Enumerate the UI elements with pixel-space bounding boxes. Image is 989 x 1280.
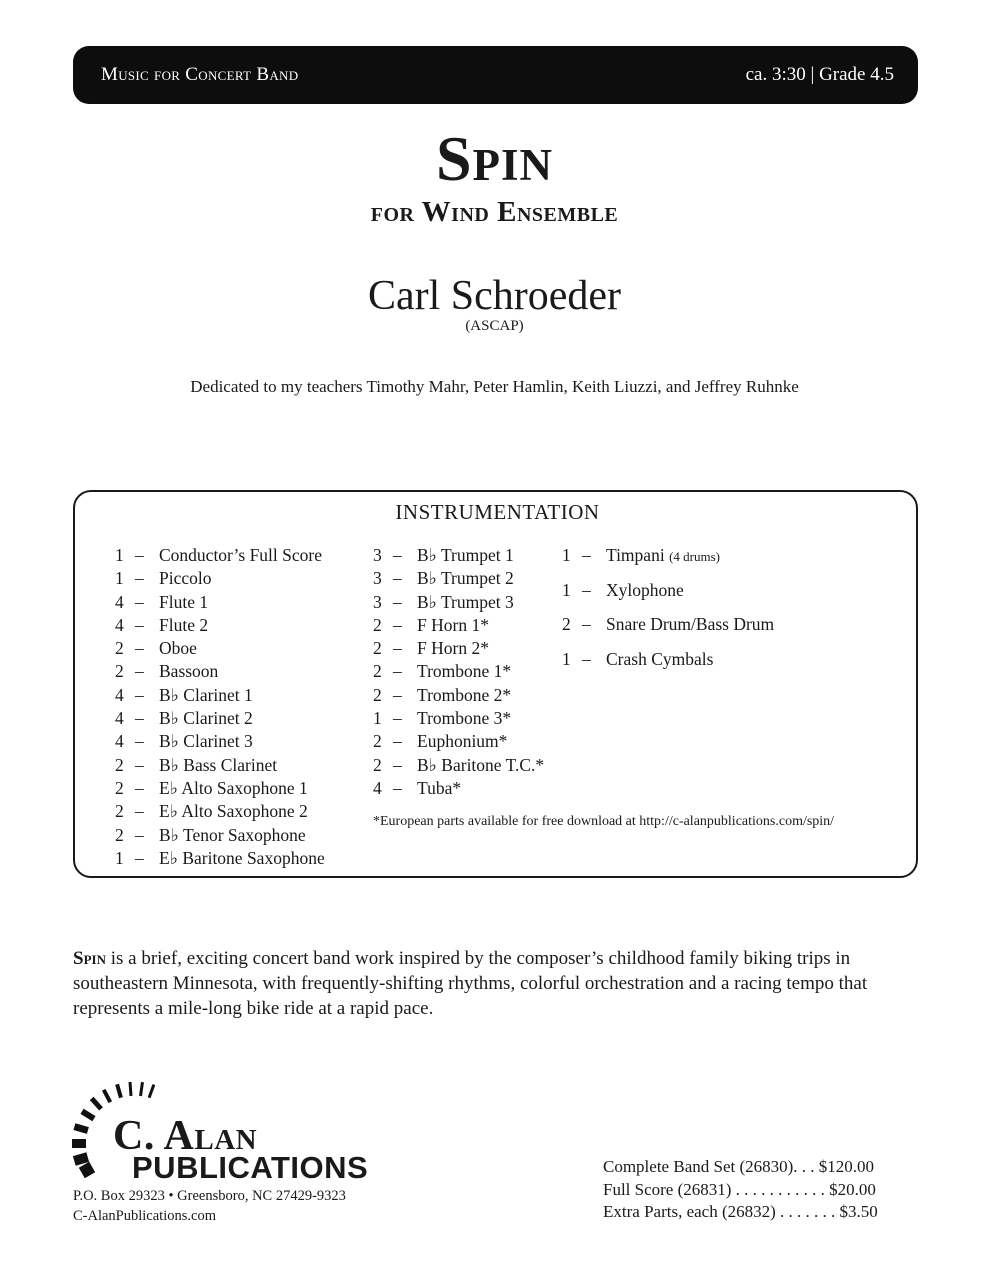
instrumentation-column-3 <box>562 544 774 682</box>
instrument-dash: – <box>582 614 591 634</box>
publisher-address: P.O. Box 29323 • Greensboro, NC 27429-9323 <box>73 1188 346 1204</box>
instrument-row <box>115 754 325 777</box>
instrument-dash: – <box>393 754 402 775</box>
instrument-count: 2 <box>562 614 571 634</box>
instrument-name: Piccolo <box>159 568 212 589</box>
instrument-dash: – <box>393 568 402 589</box>
instrument-row <box>115 847 325 870</box>
instrument-row <box>115 707 325 730</box>
instrument-note: (4 drums) <box>669 549 720 564</box>
work-description <box>73 946 923 1021</box>
instrument-name: E♭ Alto Saxophone 1 <box>159 777 308 798</box>
instrument-dash: – <box>393 638 402 659</box>
instrument-row <box>115 800 325 823</box>
instrument-count: 2 <box>373 731 382 752</box>
instrument-count: 1 <box>115 568 124 589</box>
instrument-name: Oboe <box>159 638 197 659</box>
instrument-dash: – <box>135 847 144 868</box>
instrument-count: 1 <box>115 847 124 868</box>
instrumentation-box <box>73 490 918 878</box>
instrument-row <box>562 613 774 648</box>
instrument-name: Flute 2 <box>159 614 209 635</box>
instrument-count: 1 <box>115 545 124 565</box>
price-full-score: Full Score (26831) . . . . . . . . . . . $20.00 <box>603 1179 876 1199</box>
instrument-row <box>373 567 544 590</box>
composer-name: Carl Schroeder <box>367 273 622 319</box>
instrument-row <box>562 544 774 579</box>
instrument-row <box>115 544 325 567</box>
duration-grade: ca. 3:30 | Grade 4.5 <box>745 64 894 85</box>
instrument-name: B♭ Trumpet 1 <box>417 545 514 565</box>
instrumentation-column-1 <box>115 544 325 870</box>
price-list <box>603 1156 878 1224</box>
instrument-count: 2 <box>373 614 382 635</box>
instrument-count: 2 <box>115 777 124 798</box>
instrument-count: 2 <box>115 801 124 822</box>
instrument-dash: – <box>135 661 144 682</box>
instrument-name: Flute 1 <box>159 591 209 612</box>
instrument-row <box>115 591 325 614</box>
instrument-dash: – <box>393 708 402 729</box>
instrument-name: Conductor’s Full Score <box>159 545 323 565</box>
series-label: Music for Concert Band <box>101 64 299 85</box>
instrument-row <box>115 684 325 707</box>
instrument-name: Xylophone <box>606 579 684 600</box>
instrument-count: 1 <box>373 708 382 729</box>
instrument-count: 4 <box>115 614 124 635</box>
instrument-row <box>373 754 544 777</box>
instrument-dash: – <box>135 684 144 705</box>
page-title: Spin <box>435 123 554 194</box>
instrument-dash: – <box>135 777 144 798</box>
instrument-name: B♭ Clarinet 1 <box>159 684 253 705</box>
instrument-dash: – <box>135 545 144 565</box>
publisher-name: C. Alan <box>113 1113 258 1159</box>
instrument-count: 4 <box>115 731 124 752</box>
instrument-name: B♭ Clarinet 3 <box>159 731 253 752</box>
instrument-count: 2 <box>115 661 124 682</box>
instrument-dash: – <box>135 801 144 822</box>
publisher-website: C-AlanPublications.com <box>73 1208 216 1224</box>
instrument-row <box>373 660 544 683</box>
instrument-row <box>373 591 544 614</box>
price-complete-set: Complete Band Set (26830). . . $120.00 <box>603 1157 875 1176</box>
instrument-row <box>115 637 325 660</box>
instrument-row <box>115 567 325 590</box>
instrument-dash: – <box>393 731 402 752</box>
instrument-count: 3 <box>373 568 382 589</box>
instrument-dash: – <box>582 579 591 600</box>
instrument-count: 1 <box>562 648 571 669</box>
instrument-name: B♭ Tenor Saxophone <box>159 824 306 845</box>
instrument-count: 3 <box>373 591 382 612</box>
european-parts-footnote: *European parts available for free download at http://c-alanpublications.com/spin/ <box>373 814 835 829</box>
header-banner <box>73 46 918 104</box>
instrument-dash: – <box>393 661 402 682</box>
instrument-dash: – <box>135 591 144 612</box>
description-text: is a brief, exciting concert band work inspired by the composer’s childhood family biking trips in southeastern Minnesota, with frequently-shifting rhythms, colorful orchestration and a racing tempo that represents a mile-long bike ride at a rapid pace. <box>73 948 868 1019</box>
instrument-dash: – <box>135 708 144 729</box>
instrument-count: 4 <box>115 708 124 729</box>
instrument-count: 2 <box>115 824 124 845</box>
instrument-row <box>373 544 544 567</box>
instrument-name: B♭ Trumpet 2 <box>417 568 514 589</box>
instrument-count: 2 <box>373 754 382 775</box>
instrument-name: Euphonium* <box>417 731 508 752</box>
instrument-name: Bassoon <box>159 661 219 682</box>
page-subtitle: for Wind Ensemble <box>370 196 619 228</box>
instrument-name: B♭ Bass Clarinet <box>159 754 278 775</box>
instrument-row <box>115 777 325 800</box>
instrument-row <box>373 614 544 637</box>
instrument-row <box>115 730 325 753</box>
instrument-count: 4 <box>373 777 382 798</box>
instrument-dash: – <box>135 614 144 635</box>
instrument-count: 2 <box>115 638 124 659</box>
instrument-name: B♭ Baritone T.C.* <box>417 754 545 775</box>
instrument-count: 4 <box>115 684 124 705</box>
instrument-name: Trombone 3* <box>417 708 512 729</box>
instrument-dash: – <box>393 684 402 705</box>
description-title: Spin <box>73 948 106 969</box>
instrument-name: E♭ Baritone Saxophone <box>159 847 325 868</box>
instrument-name: B♭ Clarinet 2 <box>159 708 253 729</box>
dedication: Dedicated to my teachers Timothy Mahr, Peter Hamlin, Keith Liuzzi, and Jeffrey Ruhnke <box>190 377 799 396</box>
instrument-dash: – <box>393 614 402 635</box>
instrument-row <box>373 707 544 730</box>
instrument-row <box>373 637 544 660</box>
publisher-name-2: PUBLICATIONS <box>132 1150 369 1185</box>
price-extra-parts: Extra Parts, each (26832) . . . . . . . $3.50 <box>603 1202 878 1221</box>
instrument-name: E♭ Alto Saxophone 2 <box>159 801 308 822</box>
instrument-row <box>115 660 325 683</box>
instrument-dash: – <box>393 545 402 565</box>
instrumentation-column-2 <box>373 544 544 800</box>
instrument-row <box>562 648 774 683</box>
instrument-name: F Horn 1* <box>417 614 489 635</box>
instrument-dash: – <box>135 754 144 775</box>
instrument-dash: – <box>393 777 402 798</box>
instrument-count: 3 <box>373 545 382 565</box>
instrument-count: 2 <box>373 661 382 682</box>
instrument-name: Trombone 1* <box>417 661 512 682</box>
instrument-row <box>373 730 544 753</box>
instrument-count: 2 <box>373 638 382 659</box>
instrument-row <box>562 579 774 614</box>
instrument-row <box>373 777 544 800</box>
instrument-count: 4 <box>115 591 124 612</box>
instrument-dash: – <box>135 824 144 845</box>
instrumentation-heading: INSTRUMENTATION <box>395 500 600 524</box>
instrument-dash: – <box>582 648 591 669</box>
instrument-dash: – <box>135 731 144 752</box>
instrument-count: 1 <box>562 545 571 565</box>
instrument-dash: – <box>135 638 144 659</box>
instrument-dash: – <box>393 591 402 612</box>
instrument-dash: – <box>135 568 144 589</box>
instrument-name: Tuba* <box>417 777 462 798</box>
instrument-name: F Horn 2* <box>417 638 489 659</box>
instrument-name: Crash Cymbals <box>606 648 714 669</box>
instrument-name: B♭ Trumpet 3 <box>417 591 514 612</box>
instrument-name: Snare Drum/Bass Drum <box>606 614 775 634</box>
performing-rights-org: (ASCAP) <box>465 318 524 334</box>
instrument-dash: – <box>582 545 591 565</box>
instrument-row <box>115 614 325 637</box>
instrument-name: Trombone 2* <box>417 684 512 705</box>
instrument-row <box>373 684 544 707</box>
instrument-count: 1 <box>562 579 571 600</box>
instrument-count: 2 <box>373 684 382 705</box>
instrument-row <box>115 824 325 847</box>
instrument-count: 2 <box>115 754 124 775</box>
instrument-name: Timpani <box>606 545 665 565</box>
